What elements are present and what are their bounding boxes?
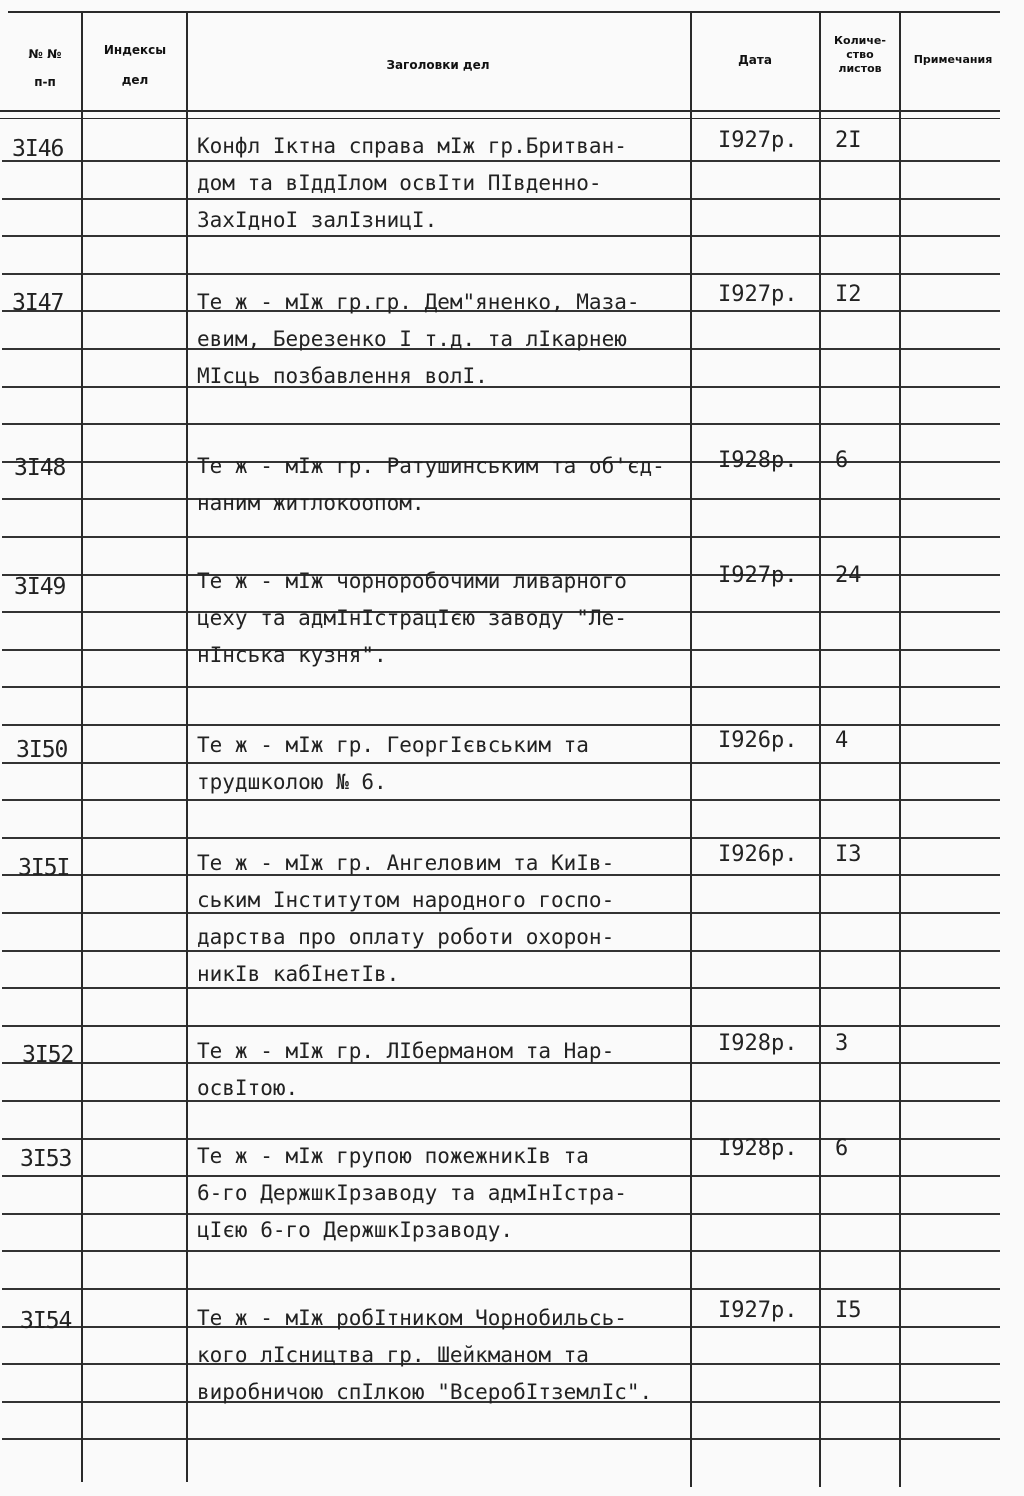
- record-title: [197, 845, 697, 993]
- ruled-line: [692, 1401, 819, 1403]
- ruled-line: [821, 987, 899, 989]
- ruled-line: [692, 799, 819, 801]
- ruled-line: [2, 649, 81, 651]
- record-title-line: цеху та адмIнIстрацIєю заводу "Ле-: [197, 606, 627, 630]
- header-title: Заголовки дел: [386, 58, 490, 72]
- ruled-line: [692, 686, 819, 688]
- ruled-line: [692, 310, 819, 312]
- ruled-line: [2, 273, 81, 275]
- ruled-line: [188, 423, 690, 425]
- ruled-line: [83, 1288, 186, 1290]
- ruled-line: [83, 724, 186, 726]
- header-sheets-line1: Количе-: [834, 34, 886, 47]
- ruled-line: [821, 386, 899, 388]
- ruled-line: [692, 762, 819, 764]
- ruled-line: [2, 536, 81, 538]
- ruled-line: [821, 724, 899, 726]
- ruled-line: [901, 1100, 1000, 1102]
- header-bottom-border-2: [0, 118, 1000, 119]
- column-divider-4: [819, 12, 821, 1487]
- record-sheet-count: I2: [835, 282, 862, 307]
- ruled-line: [692, 1363, 819, 1365]
- ruled-line: [901, 1363, 1000, 1365]
- ruled-line: [901, 423, 1000, 425]
- ruled-line: [2, 611, 81, 613]
- ruled-line: [83, 235, 186, 237]
- ruled-line: [2, 386, 81, 388]
- ruled-line: [83, 1363, 186, 1365]
- ruled-line: [821, 1363, 899, 1365]
- ruled-line: [821, 1100, 899, 1102]
- ruled-line: [901, 686, 1000, 688]
- ruled-line: [692, 1326, 819, 1328]
- header-sheets-line2: ство: [846, 48, 874, 61]
- ruled-line: [901, 1326, 1000, 1328]
- ruled-line: [83, 536, 186, 538]
- ruled-line: [901, 386, 1000, 388]
- ruled-line: [188, 1025, 690, 1027]
- ruled-line: [83, 1250, 186, 1252]
- ruled-line: [821, 1250, 899, 1252]
- ruled-line: [83, 310, 186, 312]
- record-date: I927р.: [718, 282, 798, 307]
- ruled-line: [692, 649, 819, 651]
- ruled-line: [901, 724, 1000, 726]
- ruled-line: [821, 762, 899, 764]
- ruled-line: [901, 1401, 1000, 1403]
- ruled-line: [2, 1288, 81, 1290]
- ruled-line: [692, 536, 819, 538]
- record-date: I928р.: [718, 1136, 798, 1161]
- record-title: [197, 128, 697, 239]
- ruled-line: [901, 1213, 1000, 1215]
- ruled-line: [901, 950, 1000, 952]
- ruled-line: [692, 987, 819, 989]
- header-bottom-border: [0, 110, 1000, 112]
- record-number: 3I47: [12, 290, 64, 316]
- ruled-line: [901, 837, 1000, 839]
- record-date: I926р.: [718, 842, 798, 867]
- ruled-line: [83, 874, 186, 876]
- column-divider-1: [81, 12, 83, 1482]
- ruled-line: [901, 574, 1000, 576]
- header-index-line2: дел: [121, 73, 149, 87]
- ruled-line: [2, 799, 81, 801]
- ruled-line: [821, 198, 899, 200]
- record-title-line: МIсць позбавлення волI.: [197, 364, 488, 388]
- ruled-line: [83, 1175, 186, 1177]
- ruled-line: [2, 423, 81, 425]
- ruled-line: [692, 498, 819, 500]
- ruled-line: [821, 649, 899, 651]
- record-title-line: 6-го ДержшкIрзаводу та адмIнIстра-: [197, 1181, 627, 1205]
- ruled-line: [692, 1288, 819, 1290]
- ruled-line: [821, 799, 899, 801]
- ruled-line: [901, 1438, 1000, 1440]
- record-date: I928р.: [718, 1031, 798, 1056]
- ruled-line: [188, 1288, 690, 1290]
- ruled-line: [821, 1288, 899, 1290]
- record-title: [197, 727, 697, 801]
- ruled-line: [901, 461, 1000, 463]
- ruled-line: [901, 1175, 1000, 1177]
- ruled-line: [901, 912, 1000, 914]
- ruled-line: [901, 987, 1000, 989]
- record-title-line: дом та вIддIлом освIти ПIвденно-: [197, 171, 602, 195]
- ruled-line: [901, 235, 1000, 237]
- ruled-line: [2, 950, 81, 952]
- record-number: 3I46: [12, 136, 64, 162]
- ruled-line: [901, 498, 1000, 500]
- ruled-line: [2, 1213, 81, 1215]
- record-number: 3I5I: [18, 855, 70, 881]
- ruled-line: [821, 686, 899, 688]
- ruled-line: [83, 423, 186, 425]
- column-divider-5: [899, 12, 901, 1487]
- ruled-line: [83, 574, 186, 576]
- ruled-line: [2, 1363, 81, 1365]
- record-sheet-count: 6: [835, 448, 849, 473]
- ruled-line: [901, 799, 1000, 801]
- ruled-line: [83, 386, 186, 388]
- record-title-line: цIєю 6-го ДержшкIрзаводу.: [197, 1218, 514, 1242]
- ruled-line: [2, 912, 81, 914]
- ruled-line: [83, 1401, 186, 1403]
- ruled-line: [83, 950, 186, 952]
- record-title-line: Те ж - мIж гр. Ангеловим та КиIв-: [197, 851, 615, 875]
- ruled-line: [83, 649, 186, 651]
- ruled-line: [83, 1100, 186, 1102]
- ruled-line: [901, 874, 1000, 876]
- ruled-line: [901, 1138, 1000, 1140]
- ruled-line: [821, 423, 899, 425]
- record-title: [197, 563, 697, 674]
- ruled-line: [2, 987, 81, 989]
- ruled-line: [821, 611, 899, 613]
- record-title-line: Те ж - мIж чорноробочими ливарного: [197, 569, 627, 593]
- ruled-line: [821, 1175, 899, 1177]
- ruled-line: [901, 1025, 1000, 1027]
- ruled-line: [821, 235, 899, 237]
- ruled-line: [2, 235, 81, 237]
- ruled-line: [188, 686, 690, 688]
- header-number-line1: № №: [28, 47, 62, 61]
- ruled-line: [692, 1025, 819, 1027]
- record-sheet-count: 2I: [835, 128, 862, 153]
- ruled-line: [692, 1438, 819, 1440]
- record-sheet-count: I3: [835, 842, 862, 867]
- ruled-line: [2, 1175, 81, 1177]
- ruled-line: [83, 1138, 186, 1140]
- ruled-line: [2, 1250, 81, 1252]
- ruled-line: [83, 611, 186, 613]
- ruled-line: [692, 724, 819, 726]
- ruled-line: [901, 536, 1000, 538]
- ruled-line: [901, 310, 1000, 312]
- record-title-line: евим, Березенко I т.д. та лIкарнею: [197, 327, 627, 351]
- ruled-line: [692, 235, 819, 237]
- ruled-line: [692, 1213, 819, 1215]
- ruled-line: [901, 198, 1000, 200]
- ruled-line: [901, 273, 1000, 275]
- record-number: 3I52: [22, 1042, 74, 1068]
- record-title-line: трудшколою № 6.: [197, 770, 387, 794]
- ruled-line: [821, 1438, 899, 1440]
- record-title-line: Те ж - мIж гр. Ратушинським та об'єд-: [197, 454, 665, 478]
- record-title-line: нIнська кузня".: [197, 643, 387, 667]
- ruled-line: [821, 1213, 899, 1215]
- header-top-border: [8, 11, 1000, 13]
- ruled-line: [821, 1025, 899, 1027]
- record-title-line: виробничою спIлкою "ВсеробIтземлIс".: [197, 1380, 653, 1404]
- ruled-line: [692, 950, 819, 952]
- record-title: [197, 1138, 697, 1249]
- record-title: [197, 284, 697, 395]
- record-title-line: ським Iнститутом народного госпо-: [197, 888, 615, 912]
- ruled-line: [692, 912, 819, 914]
- ruled-line: [821, 950, 899, 952]
- ruled-line: [821, 461, 899, 463]
- record-date: I927р.: [718, 1298, 798, 1323]
- ruled-line: [901, 1062, 1000, 1064]
- ruled-line: [821, 912, 899, 914]
- ruled-line: [83, 160, 186, 162]
- ruled-line: [2, 1438, 81, 1440]
- ruled-line: [2, 1100, 81, 1102]
- ruled-line: [692, 1250, 819, 1252]
- record-number: 3I49: [14, 574, 66, 600]
- ruled-line: [821, 1401, 899, 1403]
- ruled-line: [821, 536, 899, 538]
- record-title-line: Конфл Iктна справа мIж гр.Бритван-: [197, 134, 627, 158]
- ruled-line: [83, 1213, 186, 1215]
- ruled-line: [188, 1250, 690, 1252]
- record-title-line: ЗахIдноI залIзницI.: [197, 208, 438, 232]
- ruled-line: [692, 198, 819, 200]
- ruled-line: [821, 1138, 899, 1140]
- ruled-line: [692, 160, 819, 162]
- ruled-line: [821, 310, 899, 312]
- record-title-line: Те ж - мIж групою пожежникIв та: [197, 1144, 589, 1168]
- ruled-line: [692, 1062, 819, 1064]
- header-index-line1: Индексы: [103, 43, 167, 57]
- record-title: [197, 1300, 697, 1411]
- record-title: [197, 1033, 697, 1107]
- record-title-line: кого лIсництва гр. Шейкманом та: [197, 1343, 589, 1367]
- ruled-line: [83, 1025, 186, 1027]
- ruled-line: [2, 837, 81, 839]
- header-index: [84, 42, 186, 88]
- ruled-line: [692, 423, 819, 425]
- ruled-line: [692, 273, 819, 275]
- ruled-line: [2, 1401, 81, 1403]
- ruled-line: [83, 1062, 186, 1064]
- record-number: 3I53: [20, 1146, 72, 1172]
- record-number: 3I48: [14, 455, 66, 481]
- record-title: [197, 448, 697, 522]
- ruled-line: [692, 874, 819, 876]
- ruled-line: [83, 1326, 186, 1328]
- ruled-line: [901, 649, 1000, 651]
- ruled-line: [83, 762, 186, 764]
- ruled-line: [83, 799, 186, 801]
- ruled-line: [821, 1062, 899, 1064]
- header-notes: Примечания: [913, 53, 993, 66]
- ruled-line: [83, 273, 186, 275]
- ruled-line: [2, 724, 81, 726]
- ruled-line: [692, 386, 819, 388]
- record-number: 3I50: [16, 737, 68, 763]
- record-number: 3I54: [20, 1308, 72, 1334]
- record-title-line: дарства про оплату роботи охорон-: [197, 925, 615, 949]
- ruled-line: [692, 1100, 819, 1102]
- ruled-line: [83, 461, 186, 463]
- ruled-line: [83, 686, 186, 688]
- record-title-line: освIтою.: [197, 1076, 299, 1100]
- ruled-line: [83, 912, 186, 914]
- ruled-line: [2, 498, 81, 500]
- record-title-line: никIв кабIнетIв.: [197, 962, 400, 986]
- record-title-line: наним житлокоопом.: [197, 491, 425, 515]
- ruled-line: [2, 1138, 81, 1140]
- record-date: I928р.: [718, 448, 798, 473]
- ruled-line: [901, 160, 1000, 162]
- ruled-line: [188, 273, 690, 275]
- record-title-line: Те ж - мIж гр. ГеоргIєвським та: [197, 733, 589, 757]
- record-date: I927р.: [718, 563, 798, 588]
- record-sheet-count: 4: [835, 728, 849, 753]
- ruled-line: [188, 1438, 690, 1440]
- ruled-line: [83, 1438, 186, 1440]
- ruled-line: [2, 1025, 81, 1027]
- ruled-line: [901, 611, 1000, 613]
- ruled-line: [692, 348, 819, 350]
- ruled-line: [821, 874, 899, 876]
- ruled-line: [83, 498, 186, 500]
- header-number: [10, 46, 80, 90]
- record-title-line: Те ж - мIж гр.гр. Дем"яненко, Маза-: [197, 290, 640, 314]
- column-divider-2: [186, 12, 188, 1482]
- ruled-line: [83, 837, 186, 839]
- ruled-line: [188, 536, 690, 538]
- ruled-line: [2, 348, 81, 350]
- record-title-line: Те ж - мIж гр. ЛIберманом та Нар-: [197, 1039, 615, 1063]
- ruled-line: [901, 1288, 1000, 1290]
- header-sheets-line3: листов: [838, 62, 882, 75]
- ruled-line: [821, 837, 899, 839]
- ruled-line: [692, 1175, 819, 1177]
- ruled-line: [188, 724, 690, 726]
- ruled-line: [901, 348, 1000, 350]
- record-date: I927р.: [718, 128, 798, 153]
- ruled-line: [821, 498, 899, 500]
- ruled-line: [901, 1250, 1000, 1252]
- ruled-line: [2, 686, 81, 688]
- ruled-line: [821, 348, 899, 350]
- header-date: Дата: [738, 53, 772, 67]
- ruled-line: [692, 837, 819, 839]
- ruled-line: [821, 1326, 899, 1328]
- ruled-line: [83, 348, 186, 350]
- record-sheet-count: 3: [835, 1031, 849, 1056]
- ruled-line: [821, 160, 899, 162]
- record-sheet-count: 24: [835, 563, 862, 588]
- ruled-line: [83, 198, 186, 200]
- ruled-line: [83, 987, 186, 989]
- header-sheets: [821, 34, 899, 76]
- record-date: I926р.: [718, 728, 798, 753]
- ruled-line: [692, 611, 819, 613]
- record-sheet-count: 6: [835, 1136, 849, 1161]
- header-number-line2: п-п: [34, 75, 56, 89]
- ruled-line: [188, 837, 690, 839]
- ruled-line: [2, 198, 81, 200]
- ruled-line: [821, 273, 899, 275]
- ruled-line: [901, 762, 1000, 764]
- record-title-line: Те ж - мIж робIтником Чорнобильсь-: [197, 1306, 627, 1330]
- record-sheet-count: I5: [835, 1298, 862, 1323]
